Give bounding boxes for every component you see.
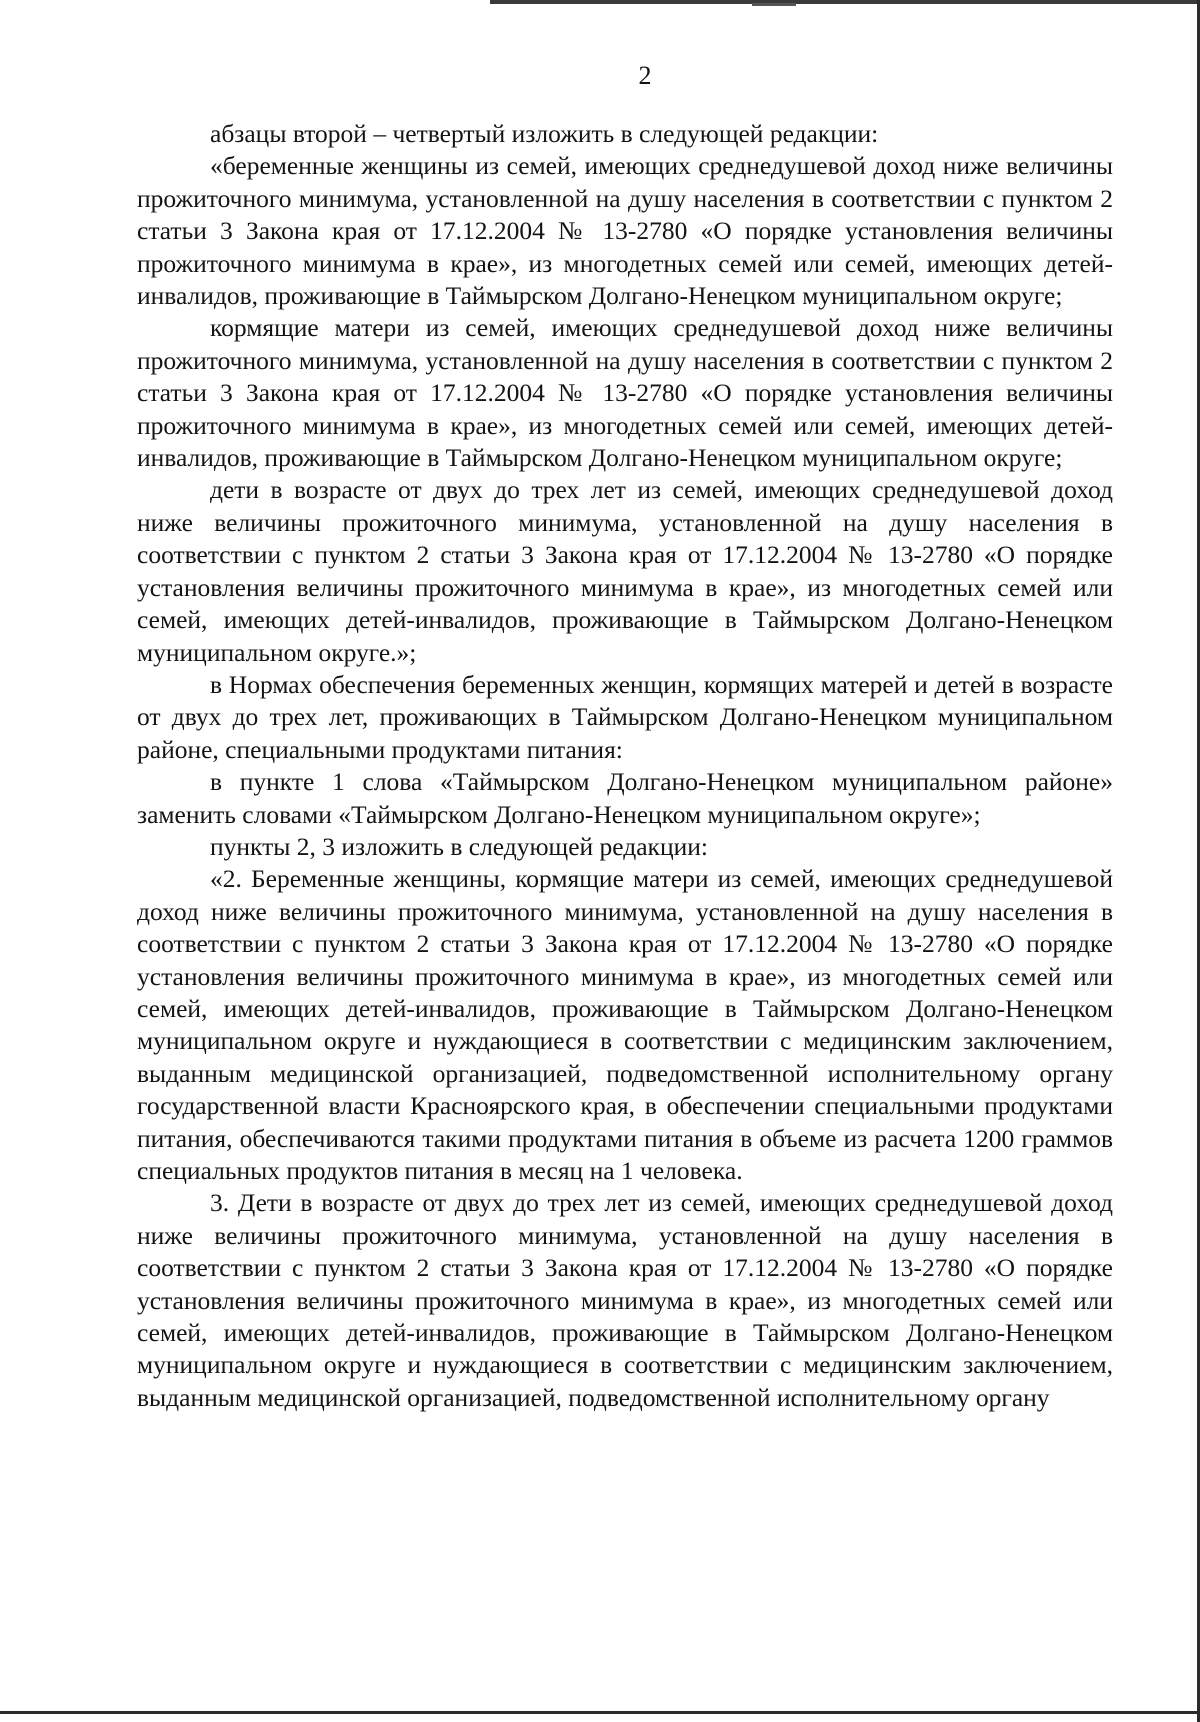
paragraph-intro: абзацы второй – четвертый изложить в следующей редакции: [210, 119, 879, 148]
paragraph-point-2: «2. Беременные женщины, кормящие матери из семей, имеющих среднедушевой доход ниже величины прожиточного минимума, установленной на душу населения в соответствии с пунктом 2 статьи 3 Закона края от 17.12.2004 № 13-2780 «О порядке установления величины прожиточного минимума в крае», из многодетных семей или семей, имеющих детей-инвалидов, проживающие в Таймырском Долгано-Ненецком муниципальном округе и нуждающиеся в соответствии с медицинским заключением, выданным медицинской организацией, подведомственной исполнительному органу государственной власти Красноярского края, в обеспечении специальными продуктами питания, обеспечиваются такими продуктами питания в объеме из расчета 1200 граммов специальных продуктов питания в месяц на 1 человека. [137, 864, 1113, 1185]
paragraph-points-2-3-intro: пункты 2, 3 изложить в следующей редакции: [210, 831, 708, 861]
paragraph-point-3: 3. Дети в возрасте от двух до трех лет из семей, имеющих среднедушевой доход ниже величины прожиточного минимума, установленной на душу населения в соответствии с пунктом 2 статьи 3 Закона края от 17.12.2004 № 13-2780 «О порядке установления величины прожиточного минимума в крае», из многодетных семей или семей, имеющих детей-инвалидов, проживающие в Таймырском Долгано-Ненецком муниципальном округе и нуждающиеся в соответствии с медицинским заключением, выданным медицинской организацией, подведомственной исполнительному органу [137, 1188, 1113, 1412]
scan-edge-top [490, 0, 1198, 4]
scan-edge-mark [752, 3, 796, 6]
page-number: 2 [638, 61, 652, 90]
scan-edge-bottom [0, 1711, 1200, 1714]
paragraph-children: дети в возрасте от двух до трех лет из семей, имеющих среднедушевой доход ниже величины прожиточного минимума, установленной на душу населения в соответствии с пунктом 2 статьи 3 Закона края от 17.12.2004 № 13-2780 «О порядке установления величины прожиточного минимума в крае», из многодетных семей или семей, имеющих детей-инвалидов, проживающие в Таймырском Долгано-Ненецком муниципальном округе.»; [137, 475, 1113, 667]
paragraph-nursing-mothers: кормящие матери из семей, имеющих среднедушевой доход ниже величины прожиточного минимума, установленной на душу населения в соответствии с пунктом 2 статьи 3 Закона края от 17.12.2004 № 13-2780 «О порядке установления величины прожиточного минимума в крае», из многодетных семей или семей, имеющих детей-инвалидов, проживающие в Таймырском Долгано-Ненецком муниципальном округе; [137, 313, 1113, 473]
paragraph-pregnant-women: «беременные женщины из семей, имеющих среднедушевой доход ниже величины прожиточного минимума, установленной на душу населения в соответствии с пунктом 2 статьи 3 Закона края от 17.12.2004 № 13-2780 «О порядке установления величины прожиточного минимума в крае», из многодетных семей или семей, имеющих детей-инвалидов, проживающие в Таймырском Долгано-Ненецком муниципальном округе; [137, 151, 1113, 311]
paragraph-norms: в Нормах обеспечения беременных женщин, кормящих матерей и детей в возрасте от двух до трех лет, проживающих в Таймырском Долгано-Ненецком муниципальном районе, специальными продуктами питания: [137, 669, 1113, 764]
paragraph-point-1: в пункте 1 слова «Таймырском Долгано-Ненецком муниципальном районе» заменить словами «Таймырском Долгано-Ненецком муниципальном округе»; [137, 767, 1113, 829]
document-body [137, 118, 1113, 1414]
